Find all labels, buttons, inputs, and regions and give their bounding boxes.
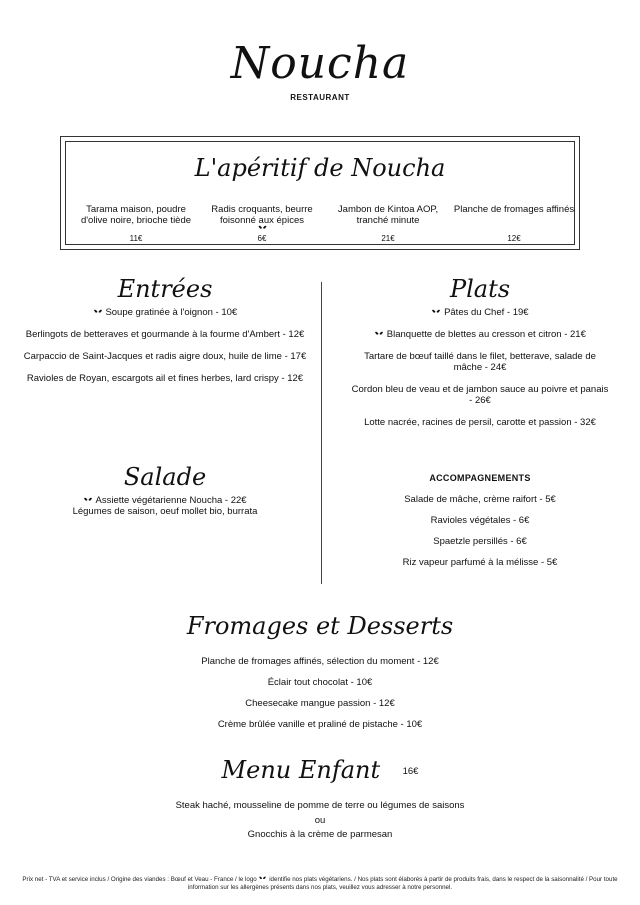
aperitif-item-name: Radis croquants, beurre foisonné aux épices bbox=[211, 204, 313, 226]
leaf-icon bbox=[258, 225, 267, 231]
leaf-icon bbox=[431, 309, 441, 315]
entree-item: Berlingots de betteraves et gourmande à la fourme d'Ambert - 12€ bbox=[25, 329, 305, 340]
plats-title: Plats bbox=[449, 275, 511, 303]
accompagnement-item: Salade de mâche, crème raifort - 5€ bbox=[404, 494, 556, 505]
dessert-item: Éclair tout chocolat - 10€ bbox=[267, 677, 373, 688]
salade-item bbox=[15, 495, 315, 506]
aperitif-item-name: Tarama maison, poudre d'olive noire, brioche tiède bbox=[80, 204, 192, 226]
aperitif-veg-marker bbox=[200, 224, 324, 233]
aperitif-title: L'apéritif de Noucha bbox=[194, 154, 446, 182]
entree-item-text: Soupe gratinée à l'oignon - 10€ bbox=[105, 307, 238, 318]
salade-title: Salade bbox=[123, 463, 207, 491]
salade-section bbox=[15, 463, 315, 517]
restaurant-subtitle: RESTAURANT bbox=[290, 93, 350, 102]
aperitif-item-name: Jambon de Kintoa AOP, tranché minute bbox=[337, 204, 439, 226]
aperitif-item-price: 11€ bbox=[129, 234, 143, 243]
leaf-icon bbox=[93, 309, 103, 315]
aperitif-item-price: 6€ bbox=[257, 234, 267, 243]
column-divider bbox=[321, 282, 322, 584]
plat-item: Tartare de bœuf taillé dans le filet, betterave, salade de mâche - 24€ bbox=[364, 351, 596, 373]
leaf-icon bbox=[83, 497, 93, 503]
plats-section bbox=[330, 275, 630, 428]
aperitif-item-name: Planche de fromages affinés bbox=[453, 204, 575, 215]
menu-enfant-line: Gnocchis à la crème de parmesan bbox=[247, 829, 393, 840]
leaf-icon bbox=[374, 331, 384, 337]
footer-note bbox=[20, 876, 620, 892]
plat-item-text: Pâtes du Chef - 19€ bbox=[444, 307, 529, 318]
plat-item: Lotte nacrée, racines de persil, carotte et passion - 32€ bbox=[364, 417, 596, 428]
menu-enfant-or: ou bbox=[314, 815, 326, 826]
entree-item bbox=[15, 307, 315, 318]
entrees-title: Entrées bbox=[117, 275, 213, 303]
restaurant-logo: Noucha bbox=[230, 38, 410, 89]
accompagnement-item: Ravioles végétales - 6€ bbox=[430, 515, 530, 526]
aperitif-item-price: 21€ bbox=[381, 234, 395, 243]
menu-enfant-title: Menu Enfant bbox=[221, 756, 381, 784]
accompagnements-title: ACCOMPAGNEMENTS bbox=[429, 473, 531, 483]
dessert-item: Crème brûlée vanille et praliné de pistache - 10€ bbox=[217, 719, 423, 730]
salade-detail: Légumes de saison, oeuf mollet bio, burrata bbox=[72, 506, 258, 517]
footer-text: identifie nos plats végétariens. / Nos plats sont élaborés à partir de produits frais, dans le respect de la saisonnalité / Pour toute information sur les allergènes présents dans nos plats, veuillez vous adresser à notre personnel. bbox=[187, 876, 618, 891]
plat-item bbox=[330, 329, 630, 340]
dessert-item: Cheesecake mangue passion - 12€ bbox=[245, 698, 395, 709]
accompagnement-item: Riz vapeur parfumé à la mélisse - 5€ bbox=[402, 557, 558, 568]
menu-enfant-line: Steak haché, mousseline de pomme de terre ou légumes de saisons bbox=[175, 800, 465, 811]
aperitif-inner-frame bbox=[65, 141, 575, 245]
entree-item: Ravioles de Royan, escargots ail et fines herbes, lard crispy - 12€ bbox=[26, 373, 304, 384]
desserts-title: Fromages et Desserts bbox=[186, 612, 454, 640]
dessert-item: Planche de fromages affinés, sélection du moment - 12€ bbox=[201, 656, 439, 667]
entree-item: Carpaccio de Saint-Jacques et radis aigre doux, huile de lime - 17€ bbox=[23, 351, 307, 362]
plat-item bbox=[330, 307, 630, 318]
footer-text: Prix net - TVA et service inclus / Origine des viandes : Bœuf et Veau - France / le logo bbox=[22, 876, 257, 883]
plat-item-text: Blanquette de blettes au cresson et citron - 21€ bbox=[386, 329, 586, 340]
salade-item-text: Assiette végétarienne Noucha - 22€ bbox=[95, 495, 247, 506]
menu-enfant-price: 16€ bbox=[402, 766, 419, 777]
accompagnements-section bbox=[330, 473, 630, 568]
menu-enfant-heading bbox=[0, 756, 640, 784]
accompagnement-item: Spaetzle persillés - 6€ bbox=[433, 536, 527, 547]
entrees-section bbox=[15, 275, 315, 384]
plat-item: Cordon bleu de veau et de jambon sauce au poivre et panais - 26€ bbox=[351, 384, 609, 406]
aperitif-item-price: 12€ bbox=[507, 234, 521, 243]
leaf-icon bbox=[258, 876, 267, 881]
aperitif-box bbox=[60, 136, 580, 250]
